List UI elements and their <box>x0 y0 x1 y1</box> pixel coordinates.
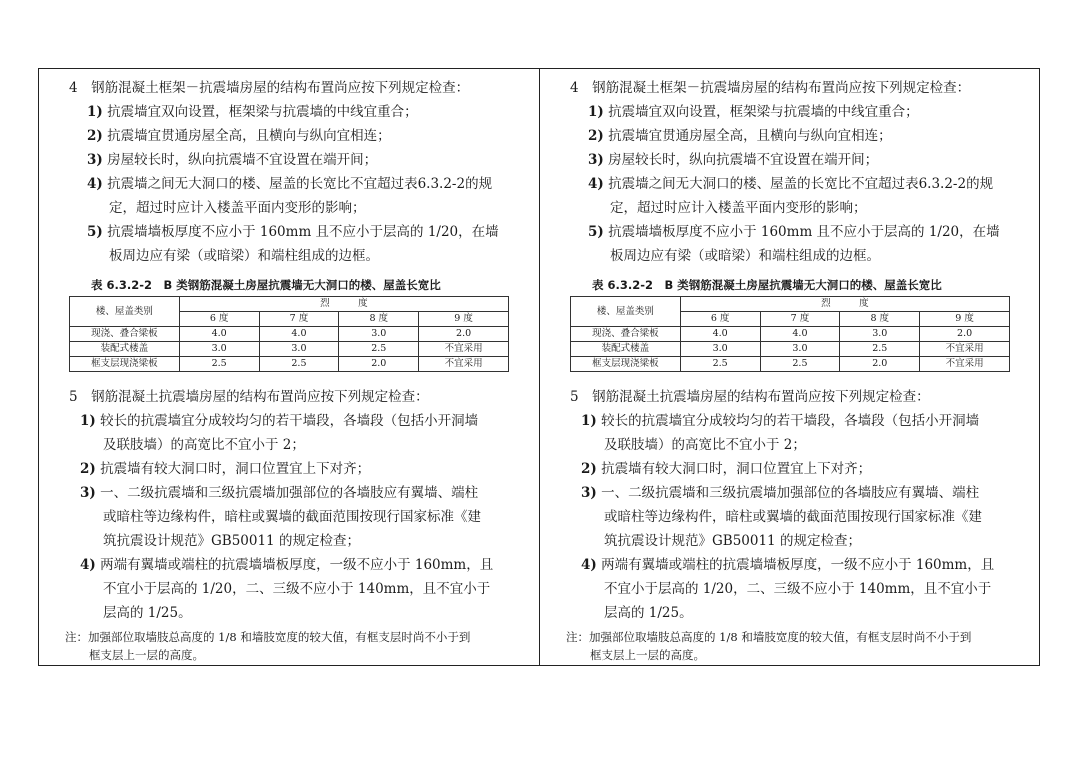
section-4-item <box>87 148 377 172</box>
row-label: 现浇、叠合梁板 <box>571 327 681 342</box>
item-continuation: 定，超过时应计入楼盖平面内变形的影响； <box>610 200 867 216</box>
section-4-item <box>588 148 878 172</box>
item-continuation: 层高的 1/25。 <box>604 605 693 621</box>
table-cell: 3.0 <box>680 342 760 357</box>
left-column <box>39 69 539 665</box>
right-column <box>539 69 1039 665</box>
intensity-column-header: 6 度 <box>179 312 259 327</box>
item-text: 抗震墙宜贯通房屋全高，且横向与纵向宜相连； <box>107 128 391 144</box>
intensity-column-header: 6 度 <box>680 312 760 327</box>
item-text: 抗震墙有较大洞口时，洞口位置宜上下对齐； <box>100 461 371 477</box>
section-4-item <box>588 220 1000 244</box>
note-line: 注：加强部位取墙肢总高度的 1/8 和墙肢宽度的较大值，有框支层时尚不小于到 <box>65 630 471 644</box>
item-text: 两端有翼墙或端柱的抗震墙墙板厚度，一级不应小于 160mm，且 <box>601 557 995 573</box>
section-5-heading: 5 钢筋混凝土抗震墙房屋的结构布置尚应按下列规定检查： <box>69 389 429 405</box>
row-label: 框支层现浇梁板 <box>571 357 681 372</box>
note-line: 框支层上一层的高度。 <box>89 648 204 662</box>
item-text: 抗震墙宜双向设置，框架梁与抗震墙的中线宜重合； <box>608 104 919 120</box>
table-cell: 3.0 <box>760 342 840 357</box>
note-line: 框支层上一层的高度。 <box>590 648 705 662</box>
item-text: 抗震墙宜双向设置，框架梁与抗震墙的中线宜重合； <box>107 104 418 120</box>
item-continuation: 不宜小于层高的 1/20，二、三级不应小于 140mm，且不宜小于 <box>604 581 992 597</box>
section-5-heading: 5 钢筋混凝土抗震墙房屋的结构布置尚应按下列规定检查： <box>570 389 930 405</box>
row-header: 楼、屋盖类别 <box>571 297 681 327</box>
item-number: 4) <box>87 176 103 192</box>
table-cell: 2.0 <box>840 357 920 372</box>
item-number: 2) <box>87 128 103 144</box>
table-row <box>571 357 1010 372</box>
table-cell: 2.0 <box>339 357 419 372</box>
row-label: 现浇、叠合梁板 <box>70 327 180 342</box>
table-cell: 2.5 <box>840 342 920 357</box>
table-row <box>70 357 509 372</box>
table-cell: 4.0 <box>680 327 760 342</box>
table-cell: 2.5 <box>680 357 760 372</box>
item-number: 5) <box>87 224 103 240</box>
intensity-column-header: 9 度 <box>419 312 509 327</box>
item-text: 抗震墙之间无大洞口的楼、屋盖的长宽比不宜超过表6.3.2-2的规 <box>107 176 493 192</box>
table-cell: 3.0 <box>179 342 259 357</box>
table-cell: 3.0 <box>840 327 920 342</box>
intensity-column-header: 8 度 <box>840 312 920 327</box>
table-cell: 4.0 <box>760 327 840 342</box>
item-number: 3) <box>588 152 604 168</box>
item-number: 4) <box>581 557 597 573</box>
item-number: 3) <box>80 485 96 501</box>
item-continuation: 及联肢墙）的高宽比不宜小于 2； <box>103 437 305 453</box>
table-cell: 2.5 <box>179 357 259 372</box>
item-text: 两端有翼墙或端柱的抗震墙墙板厚度，一级不应小于 160mm，且 <box>100 557 494 573</box>
item-continuation: 及联肢墙）的高宽比不宜小于 2； <box>604 437 806 453</box>
table-cell: 2.0 <box>419 327 509 342</box>
table-row <box>571 342 1010 357</box>
item-text: 较长的抗震墙宜分成较均匀的若干墙段，各墙段（包括小开洞墙 <box>100 413 479 429</box>
item-text: 房屋较长时，纵向抗震墙不宜设置在端开间； <box>608 152 879 168</box>
table-cell: 4.0 <box>259 327 339 342</box>
row-label: 装配式楼盖 <box>70 342 180 357</box>
table-row <box>70 342 509 357</box>
table-cell: 不宜采用 <box>419 357 509 372</box>
document-frame <box>38 68 1040 666</box>
ratio-table <box>570 296 1010 372</box>
item-text: 抗震墙宜贯通房屋全高，且横向与纵向宜相连； <box>608 128 892 144</box>
item-continuation: 不宜小于层高的 1/20，二、三级不应小于 140mm，且不宜小于 <box>103 581 491 597</box>
table-caption: 表 6.3.2-2 B 类钢筋混凝土房屋抗震墙无大洞口的楼、屋盖长宽比 <box>91 278 441 292</box>
section-5-item <box>581 409 979 433</box>
section-5-item <box>581 481 979 505</box>
row-header: 楼、屋盖类别 <box>70 297 180 327</box>
intensity-header: 烈 度 <box>179 297 508 312</box>
intensity-header: 烈 度 <box>680 297 1009 312</box>
table-caption: 表 6.3.2-2 B 类钢筋混凝土房屋抗震墙无大洞口的楼、屋盖长宽比 <box>592 278 942 292</box>
item-text: 一、二级抗震墙和三级抗震墙加强部位的各墙肢应有翼墙、端柱 <box>601 485 980 501</box>
table-cell: 3.0 <box>259 342 339 357</box>
section-5-item <box>80 553 493 577</box>
item-text: 抗震墙墙板厚度不应小于 160mm 且不应小于层高的 1/20，在墙 <box>107 224 499 240</box>
section-5-item <box>80 481 478 505</box>
intensity-column-header: 7 度 <box>760 312 840 327</box>
section-4-heading: 4 钢筋混凝土框架－抗震墙房屋的结构布置尚应按下列规定检查： <box>570 80 971 96</box>
item-continuation: 或暗柱等边缘构件，暗柱或翼墙的截面范围按现行国家标准《建 <box>604 509 982 525</box>
item-number: 1) <box>87 104 103 120</box>
item-number: 1) <box>80 413 96 429</box>
section-4-item <box>588 124 892 148</box>
item-number: 2) <box>588 128 604 144</box>
intensity-column-header: 9 度 <box>920 312 1010 327</box>
item-continuation: 筑抗震设计规范》GB50011 的规定检查； <box>103 533 360 549</box>
intensity-column-header: 8 度 <box>339 312 419 327</box>
table-cell: 4.0 <box>179 327 259 342</box>
table-cell: 2.5 <box>339 342 419 357</box>
section-4-heading: 4 钢筋混凝土框架－抗震墙房屋的结构布置尚应按下列规定检查： <box>69 80 470 96</box>
item-text: 抗震墙有较大洞口时，洞口位置宜上下对齐； <box>601 461 872 477</box>
section-4-item <box>588 100 919 124</box>
item-number: 2) <box>80 461 96 477</box>
section-4-item <box>87 172 492 196</box>
item-continuation: 板周边应有梁（或暗梁）和端柱组成的边框。 <box>610 248 880 264</box>
item-continuation: 板周边应有梁（或暗梁）和端柱组成的边框。 <box>109 248 379 264</box>
table-cell: 不宜采用 <box>920 342 1010 357</box>
section-5-item <box>80 457 370 481</box>
ratio-table <box>69 296 509 372</box>
item-number: 1) <box>588 104 604 120</box>
table-cell: 不宜采用 <box>920 357 1010 372</box>
item-text: 抗震墙墙板厚度不应小于 160mm 且不应小于层高的 1/20，在墙 <box>608 224 1000 240</box>
table-row <box>70 327 509 342</box>
row-label: 装配式楼盖 <box>571 342 681 357</box>
intensity-column-header: 7 度 <box>259 312 339 327</box>
section-5-item <box>581 553 994 577</box>
item-number: 3) <box>581 485 597 501</box>
item-number: 2) <box>581 461 597 477</box>
section-4-item <box>87 124 391 148</box>
section-5-item <box>80 409 478 433</box>
section-5-item <box>581 457 871 481</box>
table-cell: 2.5 <box>760 357 840 372</box>
item-continuation: 定，超过时应计入楼盖平面内变形的影响； <box>109 200 366 216</box>
item-text: 较长的抗震墙宜分成较均匀的若干墙段，各墙段（包括小开洞墙 <box>601 413 980 429</box>
note-line: 注：加强部位取墙肢总高度的 1/8 和墙肢宽度的较大值，有框支层时尚不小于到 <box>566 630 972 644</box>
item-number: 5) <box>588 224 604 240</box>
item-number: 4) <box>80 557 96 573</box>
table-row <box>571 327 1010 342</box>
item-text: 房屋较长时，纵向抗震墙不宜设置在端开间； <box>107 152 378 168</box>
item-number: 1) <box>581 413 597 429</box>
item-continuation: 筑抗震设计规范》GB50011 的规定检查； <box>604 533 861 549</box>
section-4-item <box>588 172 993 196</box>
item-number: 4) <box>588 176 604 192</box>
table-cell: 2.5 <box>259 357 339 372</box>
item-continuation: 层高的 1/25。 <box>103 605 192 621</box>
table-cell: 不宜采用 <box>419 342 509 357</box>
table-cell: 3.0 <box>339 327 419 342</box>
item-number: 3) <box>87 152 103 168</box>
section-4-item <box>87 100 418 124</box>
item-text: 一、二级抗震墙和三级抗震墙加强部位的各墙肢应有翼墙、端柱 <box>100 485 479 501</box>
item-text: 抗震墙之间无大洞口的楼、屋盖的长宽比不宜超过表6.3.2-2的规 <box>608 176 994 192</box>
row-label: 框支层现浇梁板 <box>70 357 180 372</box>
item-continuation: 或暗柱等边缘构件，暗柱或翼墙的截面范围按现行国家标准《建 <box>103 509 481 525</box>
table-cell: 2.0 <box>920 327 1010 342</box>
section-4-item <box>87 220 499 244</box>
